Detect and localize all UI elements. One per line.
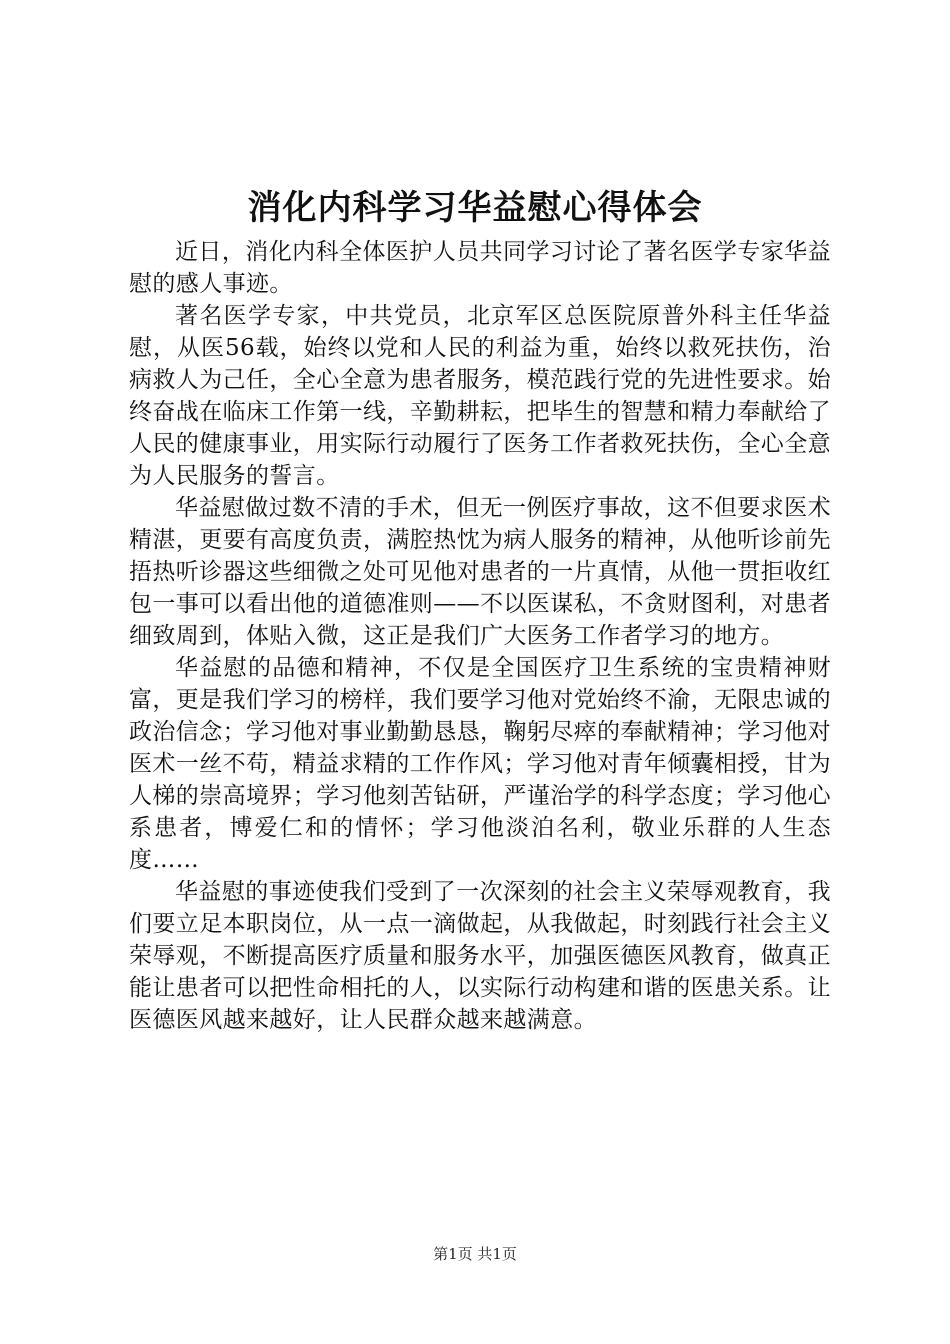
paragraph-4: 华益慰的品德和精神，不仅是全国医疗卫生系统的宝贵精神财富，更是我们学习的榜样，我们要学习他对党始终不渝，无限忠诚的政治信念；学习他对事业勤勤恳恳，鞠躬尽瘁的奉献精神；学习他对医术一丝不苟，精益求精的工作作风；学习他对青年倾囊相授，甘为人梯的崇高境界；学习他刻苦钻研，严谨治学的科学态度；学习他心系患者，博爱仁和的情怀；学习他淡泊名利，敬业乐群的人生态度…… [129, 655, 831, 873]
paragraph-1: 近日，消化内科全体医护人员共同学习讨论了著名医学专家华益慰的感人事迹。 [129, 239, 831, 297]
paragraph-5: 华益慰的事迹使我们受到了一次深刻的社会主义荣辱观教育，我们要立足本职岗位，从一点一滴做起，从我做起，时刻践行社会主义荣辱观，不断提高医疗质量和服务水平，加强医德医风教育，做真正能让患者可以把性命相托的人，以实际行动构建和谐的医患关系。让医德医风越来越好，让人民群众越来越满意。 [129, 879, 831, 1033]
document-body [129, 236, 831, 1036]
paragraph-2: 著名医学专家，中共党员，北京军区总医院原普外科主任华益慰，从医56载，始终以党和人民的利益为重，始终以救死扶伤，治病救人为己任，全心全意为患者服务，模范践行党的先进性要求。始终奋战在临床工作第一线，辛勤耕耘，把毕生的智慧和精力奉献给了人民的健康事业，用实际行动履行了医务工作者救死扶伤，全心全意为人民服务的誓言。 [129, 303, 831, 489]
page-footer: 第1页 共1页 [433, 1245, 517, 1263]
document-title: 消化内科学习华益慰心得体会 [247, 188, 703, 228]
paragraph-3: 华益慰做过数不清的手术，但无一例医疗事故，这不但要求医术精湛，更要有高度负责，满腔热忱为病人服务的精神，从他听诊前先捂热听诊器这些细微之处可见他对患者的一片真情，从他一贯拒收红包一事可以看出他的道德准则——不以医谋私，不贪财图利，对患者细致周到，体贴入微，这正是我们广大医务工作者学习的地方。 [129, 495, 831, 649]
